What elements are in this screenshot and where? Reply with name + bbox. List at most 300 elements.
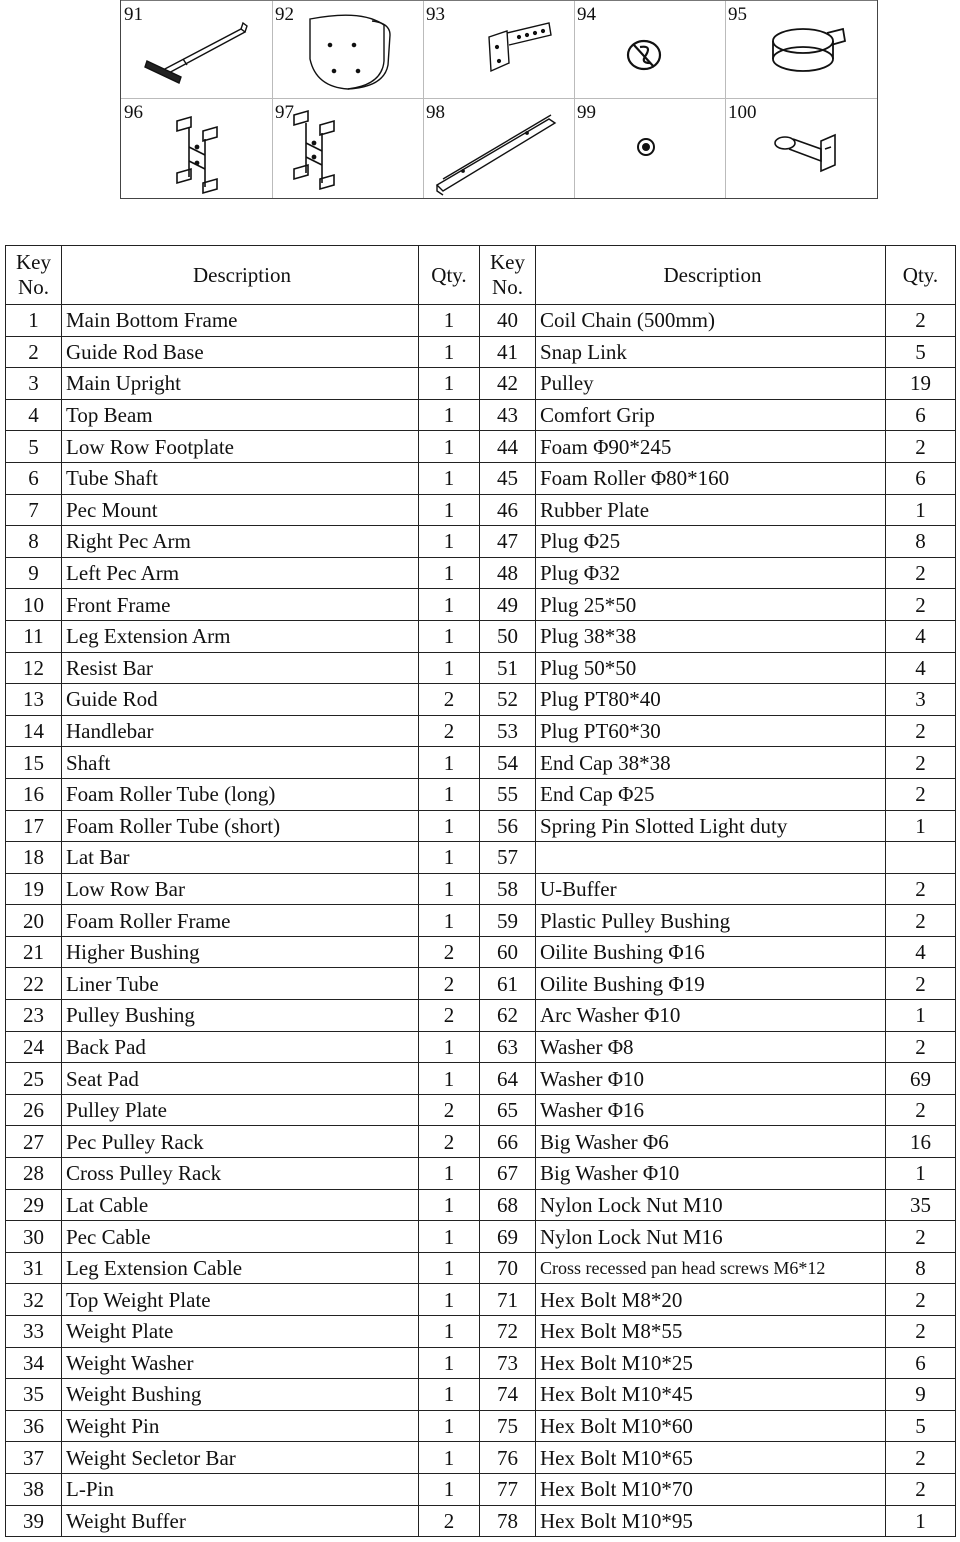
part-quantity: 1	[419, 589, 480, 621]
part-description: Seat Pad	[62, 1063, 419, 1095]
key-number: 29	[6, 1189, 62, 1221]
key-number: 2	[6, 336, 62, 368]
part-description: Higher Bushing	[62, 936, 419, 968]
part-description: Weight Secletor Bar	[62, 1442, 419, 1474]
part-description: Hex Bolt M10*65	[536, 1442, 886, 1474]
part-quantity: 2	[419, 936, 480, 968]
table-row	[6, 431, 956, 463]
part-quantity: 2	[886, 873, 956, 905]
key-number: 41	[480, 336, 536, 368]
part-quantity: 19	[886, 368, 956, 400]
table-row	[6, 652, 956, 684]
table-row	[6, 620, 956, 652]
table-row	[6, 368, 956, 400]
part-quantity: 1	[419, 336, 480, 368]
part-description: Cross recessed pan head screws M6*12	[536, 1252, 886, 1284]
table-row	[6, 1410, 956, 1442]
part-description: L-Pin	[62, 1473, 419, 1505]
part-description: Plastic Pulley Bushing	[536, 905, 886, 937]
header-key-line: Key	[16, 250, 51, 274]
part-quantity: 1	[886, 494, 956, 526]
part-quantity: 2	[886, 1316, 956, 1348]
h-bracket-alt-icon	[272, 99, 423, 198]
key-number: 45	[480, 462, 536, 494]
parts-grid-row	[121, 0, 877, 100]
part-description: Hex Bolt M10*25	[536, 1347, 886, 1379]
part-number: 92	[275, 4, 294, 25]
table-row	[6, 905, 956, 937]
part-description: End Cap Φ25	[536, 778, 886, 810]
part-description: Guide Rod Base	[62, 336, 419, 368]
part-quantity: 1	[419, 873, 480, 905]
part-description: Weight Plate	[62, 1316, 419, 1348]
part-description: Foam Roller Tube (short)	[62, 810, 419, 842]
part-quantity: 1	[419, 1252, 480, 1284]
part-quantity: 2	[886, 1094, 956, 1126]
part-quantity: 1	[419, 1442, 480, 1474]
header-no-line: No.	[18, 275, 49, 299]
part-quantity: 1	[419, 1379, 480, 1411]
key-number: 20	[6, 905, 62, 937]
part-quantity: 2	[886, 305, 956, 337]
key-number: 52	[480, 684, 536, 716]
part-description: Pulley Plate	[62, 1094, 419, 1126]
part-description: Right Pec Arm	[62, 526, 419, 558]
key-number: 59	[480, 905, 536, 937]
part-description: Plug PT60*30	[536, 715, 886, 747]
part-description: Hex Bolt M8*55	[536, 1316, 886, 1348]
parts-illustration-grid	[120, 0, 878, 199]
part-description: Top Weight Plate	[62, 1284, 419, 1316]
part-number: 94	[577, 4, 596, 25]
key-number: 38	[6, 1473, 62, 1505]
table-row	[6, 494, 956, 526]
part-quantity: 1	[419, 526, 480, 558]
part-quantity: 2	[886, 1284, 956, 1316]
part-cell	[725, 1, 876, 100]
part-quantity: 1	[419, 1284, 480, 1316]
key-no-header	[480, 246, 536, 305]
washer-icon	[574, 99, 725, 198]
table-row	[6, 462, 956, 494]
part-quantity: 1	[419, 810, 480, 842]
part-description: Lat Bar	[62, 842, 419, 874]
part-quantity: 4	[886, 652, 956, 684]
part-description: Main Upright	[62, 368, 419, 400]
part-description: Resist Bar	[62, 652, 419, 684]
part-description: Nylon Lock Nut M16	[536, 1221, 886, 1253]
part-quantity: 1	[419, 620, 480, 652]
part-description	[536, 842, 886, 874]
part-description: Hex Bolt M8*20	[536, 1284, 886, 1316]
table-row	[6, 1505, 956, 1537]
key-number: 32	[6, 1284, 62, 1316]
key-number: 33	[6, 1316, 62, 1348]
key-number: 48	[480, 557, 536, 589]
key-number: 34	[6, 1347, 62, 1379]
description-header: Description	[536, 246, 886, 305]
part-cell	[574, 99, 725, 198]
key-number: 71	[480, 1284, 536, 1316]
angled-plate-bracket-icon	[121, 1, 272, 100]
h-bracket-icon	[121, 99, 272, 198]
key-number: 55	[480, 778, 536, 810]
table-row	[6, 526, 956, 558]
key-number: 7	[6, 494, 62, 526]
part-description: End Cap 38*38	[536, 747, 886, 779]
part-quantity: 1	[419, 399, 480, 431]
table-row	[6, 305, 956, 337]
part-number: 99	[577, 102, 596, 123]
part-quantity: 8	[886, 1252, 956, 1284]
table-row	[6, 336, 956, 368]
key-number: 24	[6, 1031, 62, 1063]
part-description: Weight Washer	[62, 1347, 419, 1379]
part-description: Plug PT80*40	[536, 684, 886, 716]
part-quantity: 1	[419, 1158, 480, 1190]
key-number: 61	[480, 968, 536, 1000]
part-quantity: 6	[886, 399, 956, 431]
part-quantity: 1	[886, 1158, 956, 1190]
key-number: 36	[6, 1410, 62, 1442]
key-number: 62	[480, 1000, 536, 1032]
curved-pad-icon	[272, 1, 423, 100]
part-quantity: 1	[419, 1031, 480, 1063]
part-quantity: 1	[419, 557, 480, 589]
part-description: Plug 50*50	[536, 652, 886, 684]
key-number: 50	[480, 620, 536, 652]
part-quantity: 5	[886, 1410, 956, 1442]
key-number: 70	[480, 1252, 536, 1284]
key-number: 60	[480, 936, 536, 968]
part-quantity: 2	[419, 715, 480, 747]
part-quantity: 1	[419, 494, 480, 526]
part-quantity: 2	[419, 1505, 480, 1537]
part-cell	[423, 1, 574, 100]
key-number: 4	[6, 399, 62, 431]
part-description: Low Row Bar	[62, 873, 419, 905]
part-description: Rubber Plate	[536, 494, 886, 526]
part-description: Weight Pin	[62, 1410, 419, 1442]
parts-list-table	[5, 245, 956, 1537]
part-quantity: 1	[419, 1189, 480, 1221]
part-quantity: 1	[419, 842, 480, 874]
key-number: 10	[6, 589, 62, 621]
table-row	[6, 968, 956, 1000]
header-no-line: No.	[492, 275, 523, 299]
part-description: Main Bottom Frame	[62, 305, 419, 337]
part-description: Oilite Bushing Φ16	[536, 936, 886, 968]
key-number: 67	[480, 1158, 536, 1190]
part-quantity: 8	[886, 526, 956, 558]
part-number: 98	[426, 102, 445, 123]
key-number: 54	[480, 747, 536, 779]
part-description: Nylon Lock Nut M10	[536, 1189, 886, 1221]
key-number: 56	[480, 810, 536, 842]
key-number: 31	[6, 1252, 62, 1284]
part-cell	[574, 1, 725, 100]
part-cell	[121, 1, 272, 100]
key-number: 28	[6, 1158, 62, 1190]
part-description: Leg Extension Cable	[62, 1252, 419, 1284]
key-number: 42	[480, 368, 536, 400]
part-description: Low Row Footplate	[62, 431, 419, 463]
key-number: 53	[480, 715, 536, 747]
table-header-row	[6, 246, 956, 305]
parts-grid-row	[121, 99, 877, 198]
key-number: 43	[480, 399, 536, 431]
part-description: Pec Pulley Rack	[62, 1126, 419, 1158]
part-quantity	[886, 842, 956, 874]
part-description: Plug 38*38	[536, 620, 886, 652]
key-number: 47	[480, 526, 536, 558]
table-row	[6, 1252, 956, 1284]
key-number: 69	[480, 1221, 536, 1253]
part-description: Top Beam	[62, 399, 419, 431]
key-number: 73	[480, 1347, 536, 1379]
part-quantity: 5	[886, 336, 956, 368]
part-description: U-Buffer	[536, 873, 886, 905]
key-number: 44	[480, 431, 536, 463]
part-quantity: 2	[886, 589, 956, 621]
part-description: Handlebar	[62, 715, 419, 747]
part-description: Hex Bolt M10*45	[536, 1379, 886, 1411]
key-number: 18	[6, 842, 62, 874]
part-quantity: 1	[886, 1000, 956, 1032]
part-description: Pec Cable	[62, 1221, 419, 1253]
part-quantity: 1	[419, 1316, 480, 1348]
part-cell	[272, 1, 423, 100]
channel-rail-icon	[423, 99, 574, 198]
key-number: 19	[6, 873, 62, 905]
part-description: Foam Roller Φ80*160	[536, 462, 886, 494]
part-quantity: 2	[886, 1473, 956, 1505]
table-row	[6, 1284, 956, 1316]
part-cell	[121, 99, 272, 198]
key-number: 17	[6, 810, 62, 842]
key-number: 11	[6, 620, 62, 652]
key-number: 27	[6, 1126, 62, 1158]
part-description: Plug 25*50	[536, 589, 886, 621]
key-number: 37	[6, 1442, 62, 1474]
key-number: 30	[6, 1221, 62, 1253]
table-row	[6, 1442, 956, 1474]
part-cell	[272, 99, 423, 198]
key-number: 64	[480, 1063, 536, 1095]
part-quantity: 2	[886, 1031, 956, 1063]
part-quantity: 2	[419, 1126, 480, 1158]
part-quantity: 2	[419, 1094, 480, 1126]
table-row	[6, 1031, 956, 1063]
description-header: Description	[62, 246, 419, 305]
part-number: 93	[426, 4, 445, 25]
part-description: Liner Tube	[62, 968, 419, 1000]
mounting-plate-icon	[423, 1, 574, 100]
part-quantity: 1	[419, 1221, 480, 1253]
part-quantity: 1	[419, 778, 480, 810]
table-row	[6, 1000, 956, 1032]
part-description: Foam Roller Tube (long)	[62, 778, 419, 810]
key-number: 63	[480, 1031, 536, 1063]
part-description: Oilite Bushing Φ19	[536, 968, 886, 1000]
key-number: 46	[480, 494, 536, 526]
part-description: Snap Link	[536, 336, 886, 368]
part-quantity: 4	[886, 620, 956, 652]
part-quantity: 2	[886, 968, 956, 1000]
part-quantity: 16	[886, 1126, 956, 1158]
part-quantity: 1	[419, 431, 480, 463]
qty-header: Qty.	[886, 246, 956, 305]
table-row	[6, 1094, 956, 1126]
key-number: 13	[6, 684, 62, 716]
part-quantity: 9	[886, 1379, 956, 1411]
part-quantity: 2	[419, 968, 480, 1000]
key-number: 72	[480, 1316, 536, 1348]
part-description: Hex Bolt M10*95	[536, 1505, 886, 1537]
key-number: 35	[6, 1379, 62, 1411]
table-row	[6, 715, 956, 747]
key-number: 58	[480, 873, 536, 905]
part-description: Foam Roller Frame	[62, 905, 419, 937]
part-description: Guide Rod	[62, 684, 419, 716]
key-number: 3	[6, 368, 62, 400]
hook-bracket-icon	[725, 99, 876, 198]
part-description: Washer Φ8	[536, 1031, 886, 1063]
key-number: 49	[480, 589, 536, 621]
table-row	[6, 1189, 956, 1221]
part-cell	[423, 99, 574, 198]
part-description: Weight Buffer	[62, 1505, 419, 1537]
part-description: Washer Φ16	[536, 1094, 886, 1126]
part-number: 95	[728, 4, 747, 25]
table-row	[6, 1063, 956, 1095]
table-row	[6, 1473, 956, 1505]
part-quantity: 1	[419, 1063, 480, 1095]
part-quantity: 3	[886, 684, 956, 716]
key-number: 14	[6, 715, 62, 747]
part-description: Arc Washer Φ10	[536, 1000, 886, 1032]
part-description: Spring Pin Slotted Light duty	[536, 810, 886, 842]
table-row	[6, 810, 956, 842]
part-quantity: 1	[419, 1347, 480, 1379]
part-description: Weight Bushing	[62, 1379, 419, 1411]
key-number: 57	[480, 842, 536, 874]
part-quantity: 2	[886, 1442, 956, 1474]
part-description: Shaft	[62, 747, 419, 779]
part-quantity: 2	[886, 431, 956, 463]
part-quantity: 2	[886, 905, 956, 937]
key-number: 1	[6, 305, 62, 337]
part-description: Hex Bolt M10*70	[536, 1473, 886, 1505]
table-row	[6, 1379, 956, 1411]
part-quantity: 6	[886, 1347, 956, 1379]
part-description: Left Pec Arm	[62, 557, 419, 589]
table-row	[6, 936, 956, 968]
key-number: 5	[6, 431, 62, 463]
part-description: Big Washer Φ6	[536, 1126, 886, 1158]
part-description: Leg Extension Arm	[62, 620, 419, 652]
key-number: 40	[480, 305, 536, 337]
part-quantity: 1	[419, 905, 480, 937]
key-number: 74	[480, 1379, 536, 1411]
header-key-line: Key	[490, 250, 525, 274]
table-row	[6, 1221, 956, 1253]
table-row	[6, 778, 956, 810]
part-quantity: 2	[886, 557, 956, 589]
key-number: 8	[6, 526, 62, 558]
table-body	[6, 305, 956, 1537]
part-cell	[725, 99, 876, 198]
table-row	[6, 842, 956, 874]
key-number: 26	[6, 1094, 62, 1126]
key-number: 76	[480, 1442, 536, 1474]
key-number: 75	[480, 1410, 536, 1442]
key-number: 77	[480, 1473, 536, 1505]
part-number: 100	[728, 102, 757, 123]
key-number: 25	[6, 1063, 62, 1095]
part-quantity: 1	[419, 747, 480, 779]
cable-clip-icon	[574, 1, 725, 100]
part-description: Comfort Grip	[536, 399, 886, 431]
part-description: Cross Pulley Rack	[62, 1158, 419, 1190]
part-description: Lat Cable	[62, 1189, 419, 1221]
part-description: Front Frame	[62, 589, 419, 621]
part-description: Washer Φ10	[536, 1063, 886, 1095]
part-description: Coil Chain (500mm)	[536, 305, 886, 337]
part-quantity: 2	[886, 778, 956, 810]
key-number: 65	[480, 1094, 536, 1126]
key-number: 21	[6, 936, 62, 968]
table-row	[6, 1347, 956, 1379]
part-quantity: 2	[886, 747, 956, 779]
key-number: 15	[6, 747, 62, 779]
part-quantity: 2	[419, 684, 480, 716]
part-quantity: 1	[419, 1473, 480, 1505]
part-quantity: 35	[886, 1189, 956, 1221]
key-number: 51	[480, 652, 536, 684]
table-row	[6, 684, 956, 716]
part-quantity: 2	[886, 1221, 956, 1253]
part-quantity: 1	[419, 305, 480, 337]
part-quantity: 1	[419, 368, 480, 400]
key-number: 39	[6, 1505, 62, 1537]
part-number: 96	[124, 102, 143, 123]
table-row	[6, 557, 956, 589]
part-quantity: 4	[886, 936, 956, 968]
table-row	[6, 399, 956, 431]
part-quantity: 2	[419, 1000, 480, 1032]
key-number: 9	[6, 557, 62, 589]
part-quantity: 1	[419, 462, 480, 494]
key-number: 16	[6, 778, 62, 810]
part-description: Hex Bolt M10*60	[536, 1410, 886, 1442]
key-number: 12	[6, 652, 62, 684]
part-description: Big Washer Φ10	[536, 1158, 886, 1190]
table-row	[6, 1158, 956, 1190]
part-quantity: 1	[419, 1410, 480, 1442]
key-number: 23	[6, 1000, 62, 1032]
key-no-header	[6, 246, 62, 305]
table-row	[6, 747, 956, 779]
key-number: 66	[480, 1126, 536, 1158]
part-quantity: 1	[419, 652, 480, 684]
part-description: Foam Φ90*245	[536, 431, 886, 463]
part-number: 97	[275, 102, 294, 123]
part-number: 91	[124, 4, 143, 25]
part-description: Plug Φ25	[536, 526, 886, 558]
part-quantity: 6	[886, 462, 956, 494]
table-row	[6, 1126, 956, 1158]
